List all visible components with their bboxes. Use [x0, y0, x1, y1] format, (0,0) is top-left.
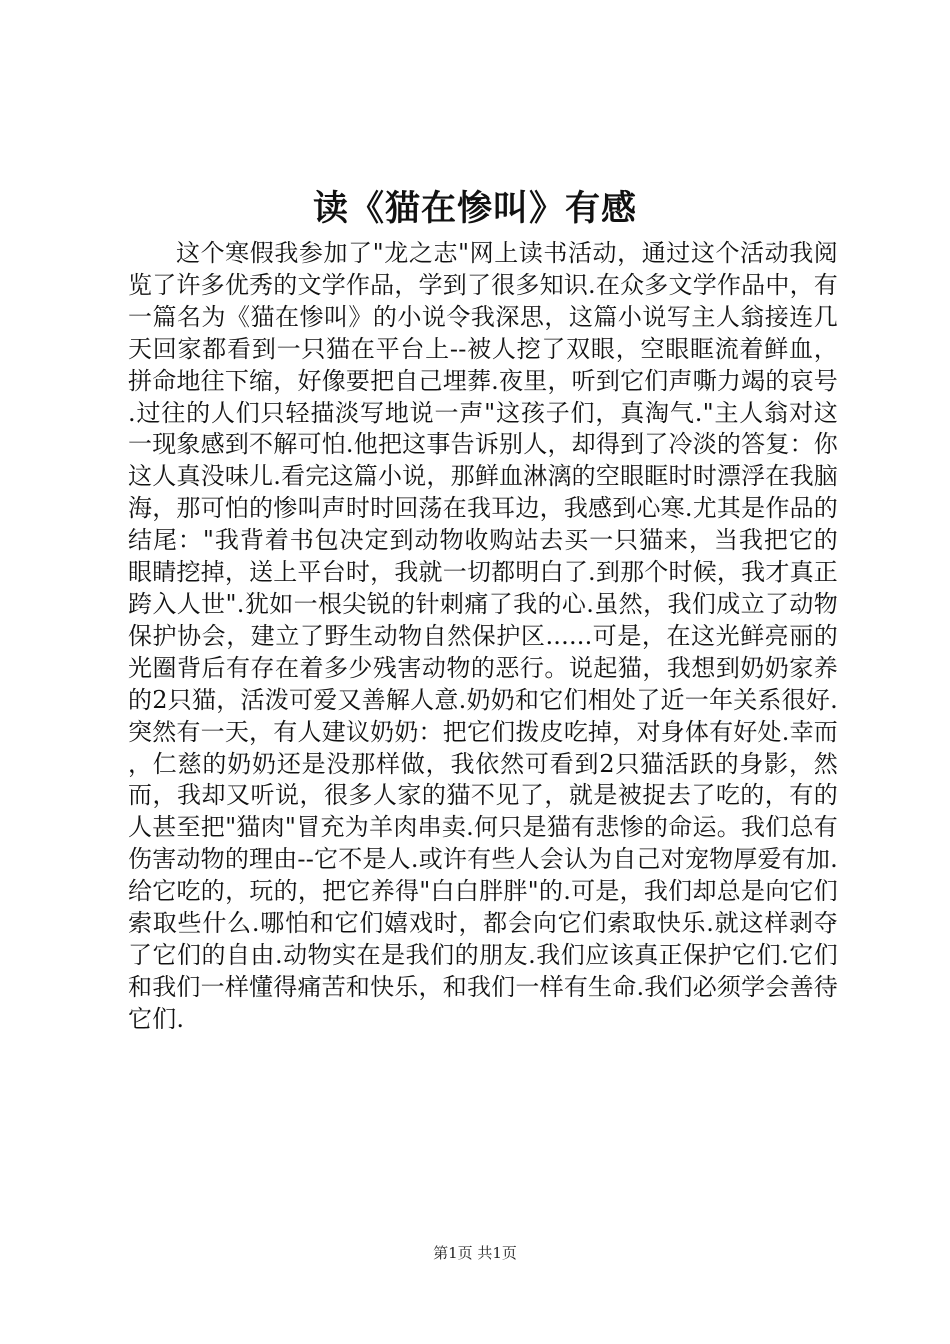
page-number-footer: 第1页 共1页	[433, 1244, 517, 1262]
document-title: 读《猫在惨叫》有感	[312, 188, 637, 229]
document-body-paragraph: 这个寒假我参加了"龙之志"网上读书活动，通过这个活动我阅览了许多优秀的文学作品，学到了很多知识.在众多文学作品中，有一篇名为《猫在惨叫》的小说令我深思，这篇小说写主人翁接连几天回家都看到一只猫在平台上--被人挖了双眼，空眼眶流着鲜血，拼命地往下缩，好像要把自己埋葬.夜里，听到它们声嘶力竭的哀号.过往的人们只轻描淡写地说一声"这孩子们，真淘气."主人翁对这一现象感到不解可怕.他把这事告诉别人，却得到了冷淡的答复：你这人真没味儿.看完这篇小说，那鲜血淋漓的空眼眶时时漂浮在我脑海，那可怕的惨叫声时时回荡在我耳边，我感到心寒.尤其是作品的结尾："我背着书包决定到动物收购站去买一只猫来，当我把它的眼睛挖掉，送上平台时，我就一切都明白了.到那个时候，我才真正跨入人世".犹如一根尖锐的针刺痛了我的心.虽然，我们成立了动物保护协会，建立了野生动物自然保护区......可是，在这光鲜亮丽的光圈背后有存在着多少残害动物的恶行。说起猫，我想到奶奶家养的2只猫，活泼可爱又善解人意.奶奶和它们相处了近一年关系很好.突然有一天，有人建议奶奶：把它们拨皮吃掉，对身体有好处.幸而，仁慈的奶奶还是没那样做，我依然可看到2只猫活跃的身影，然而，我却又听说，很多人家的猫不见了，就是被捉去了吃的，有的人甚至把"猫肉"冒充为羊肉串卖.何只是猫有悲惨的命运。我们总有伤害动物的理由--它不是人.或许有些人会认为自己对宠物厚爱有加.给它吃的，玩的，把它养得"白白胖胖"的.可是，我们却总是向它们索取些什么.哪怕和它们嬉戏时，都会向它们索取快乐.就这样剥夺了它们的自由.动物实在是我们的朋友.我们应该真正保护它们.它们和我们一样懂得痛苦和快乐，和我们一样有生命.我们必须学会善待它们.	[128, 239, 838, 1033]
